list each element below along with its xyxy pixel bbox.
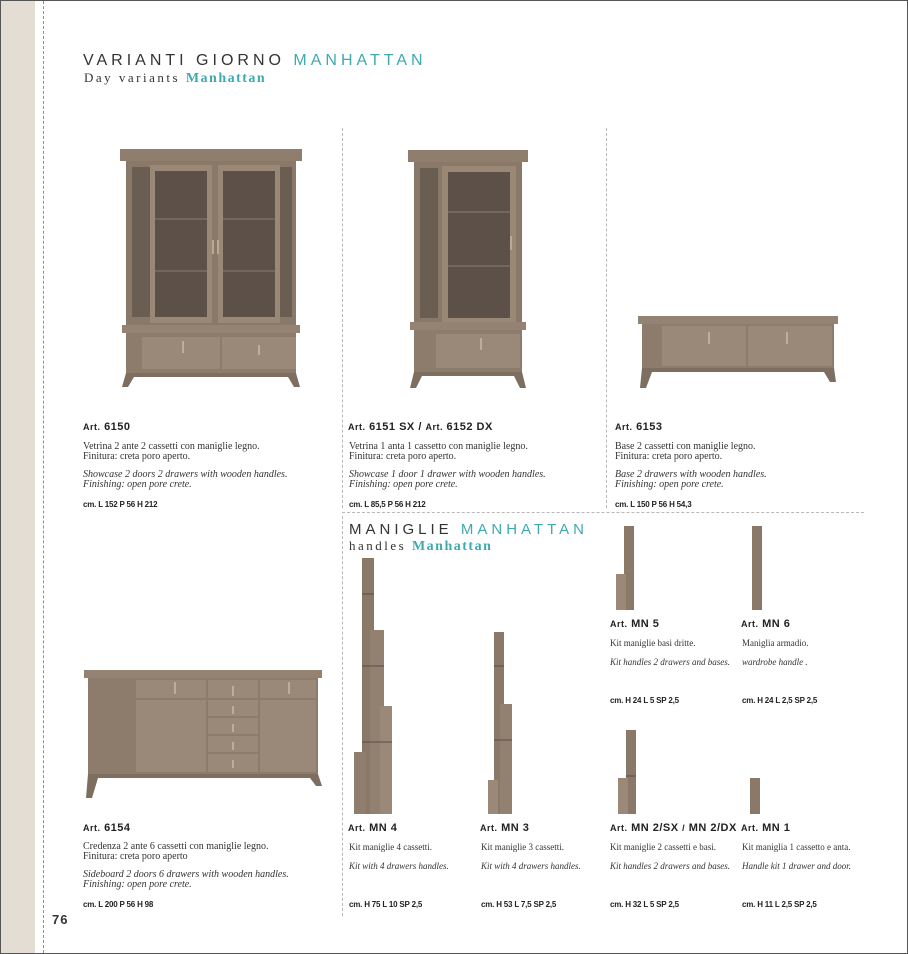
- product-6151-art: Art. 6151 SX / Art. 6152 DX: [348, 421, 493, 433]
- divider-v2: [606, 128, 607, 508]
- product-6154-desc-en-1: Sideboard 2 doors 6 drawers with wooden handles.: [83, 869, 289, 880]
- divider-h1: [342, 512, 864, 513]
- product-6153-art: Art. 6153: [615, 421, 663, 433]
- handle-mn5-art: Art. MN 5: [610, 618, 660, 630]
- product-6154-dims: cm. L 200 P 56 H 98: [83, 900, 154, 909]
- product-6153-desc-en-1: Base 2 drawers with wooden handles.: [615, 469, 767, 480]
- base-6153-image: [636, 312, 840, 394]
- handle-mn3-desc-en: Kit with 4 drawers handles.: [481, 861, 581, 871]
- showcase-6151-image: [406, 146, 530, 394]
- product-6150-dims: cm. L 152 P 56 H 212: [83, 500, 158, 509]
- product-6150-desc-en-2: Finishing: open pore crete.: [83, 479, 192, 490]
- handle-mn1-desc-it: Kit maniglia 1 cassetto e anta.: [742, 842, 851, 852]
- handle-mn6-desc-en: wardrobe handle .: [742, 657, 808, 667]
- showcase-6150-image: [118, 145, 304, 395]
- divider-v1: [342, 128, 343, 508]
- handle-mn1-dims: cm. H 11 L 2,5 SP 2,5: [742, 900, 817, 909]
- handle-mn3-dims: cm. H 53 L 7,5 SP 2,5: [481, 900, 557, 909]
- handle-mn1-art: Art. MN 1: [741, 822, 791, 834]
- handle-mn6-art: Art. MN 6: [741, 618, 791, 630]
- handle-mn3-image: [486, 630, 516, 816]
- handle-mn4-dims: cm. H 75 L 10 SP 2,5: [349, 900, 423, 909]
- product-6153-desc-en-2: Finishing: open pore crete.: [615, 479, 724, 490]
- handle-mn2-desc-it: Kit maniglie 2 cassetti e basi.: [610, 842, 716, 852]
- product-6151-desc-it-2: Finitura: creta poro aperto.: [349, 451, 457, 462]
- page-title-en: Day variants Manhattan: [84, 70, 267, 86]
- page-title-it: VARIANTI GIORNO MANHATTAN: [83, 52, 427, 69]
- sideboard-6154-image: [82, 666, 324, 806]
- handle-mn3-art: Art. MN 3: [480, 822, 530, 834]
- handle-mn1-image: [748, 776, 762, 816]
- handle-mn6-image: [750, 524, 764, 612]
- divider-v3: [342, 516, 343, 916]
- product-6153-dims: cm. L 150 P 56 H 54,3: [615, 500, 692, 509]
- product-6151-desc-en-2: Finishing: open pore crete.: [349, 479, 458, 490]
- product-6154-desc-it-1: Credenza 2 ante 6 cassetti con maniglie legno.: [83, 841, 269, 852]
- product-6150-desc-it-2: Finitura: creta poro aperto.: [83, 451, 191, 462]
- page-number: 76: [52, 912, 69, 927]
- handle-mn5-dims: cm. H 24 L 5 SP 2,5: [610, 696, 679, 705]
- handle-mn4-desc-en: Kit with 4 drawers handles.: [349, 861, 449, 871]
- handle-mn5-desc-en: Kit handles 2 drawers and bases.: [610, 657, 731, 667]
- product-6151-dims: cm. L 85,5 P 56 H 212: [349, 500, 426, 509]
- product-6150-desc-it-1: Vetrina 2 ante 2 cassetti con maniglie legno.: [83, 441, 260, 452]
- handle-mn4-image: [352, 556, 394, 816]
- handle-mn3-desc-it: Kit maniglie 3 cassetti.: [481, 842, 564, 852]
- handle-mn4-art: Art. MN 4: [348, 822, 398, 834]
- handle-mn5-image: [614, 524, 636, 612]
- handle-mn6-dims: cm. H 24 L 2,5 SP 2,5: [742, 696, 818, 705]
- handles-title-it: MANIGLIE MANHATTAN: [349, 521, 588, 538]
- handle-mn1-desc-en: Handle kit 1 drawer and door.: [742, 861, 851, 871]
- product-6150-art: Art. 6150: [83, 421, 131, 433]
- handle-mn6-desc-it: Maniglia armadio.: [742, 638, 809, 648]
- product-6154-desc-en-2: Finishing: open pore crete.: [83, 879, 192, 890]
- handles-title-en: handles Manhattan: [349, 538, 493, 554]
- handle-mn2-image: [616, 728, 638, 816]
- handle-mn2-art: Art. MN 2/SX / MN 2/DX: [610, 822, 737, 834]
- product-6153-desc-it-1: Base 2 cassetti con maniglie legno.: [615, 441, 756, 452]
- page-sidebar: [1, 1, 35, 953]
- product-6151-desc-en-1: Showcase 1 door 1 drawer with wooden handles.: [349, 469, 546, 480]
- handle-mn4-desc-it: Kit maniglie 4 cassetti.: [349, 842, 432, 852]
- sidebar-stitch-line: [43, 1, 44, 953]
- product-6154-desc-it-2: Finitura: creta poro aperto: [83, 851, 188, 862]
- product-6150-desc-en-1: Showcase 2 doors 2 drawers with wooden handles.: [83, 469, 288, 480]
- handle-mn2-dims: cm. H 32 L 5 SP 2,5: [610, 900, 679, 909]
- product-6154-art: Art. 6154: [83, 822, 131, 834]
- product-6151-desc-it-1: Vetrina 1 anta 1 cassetto con maniglie legno.: [349, 441, 528, 452]
- product-6153-desc-it-2: Finitura: creta poro aperto.: [615, 451, 723, 462]
- handle-mn2-desc-en: Kit handles 2 drawers and bases.: [610, 861, 731, 871]
- handle-mn5-desc-it: Kit maniglie basi dritte.: [610, 638, 696, 648]
